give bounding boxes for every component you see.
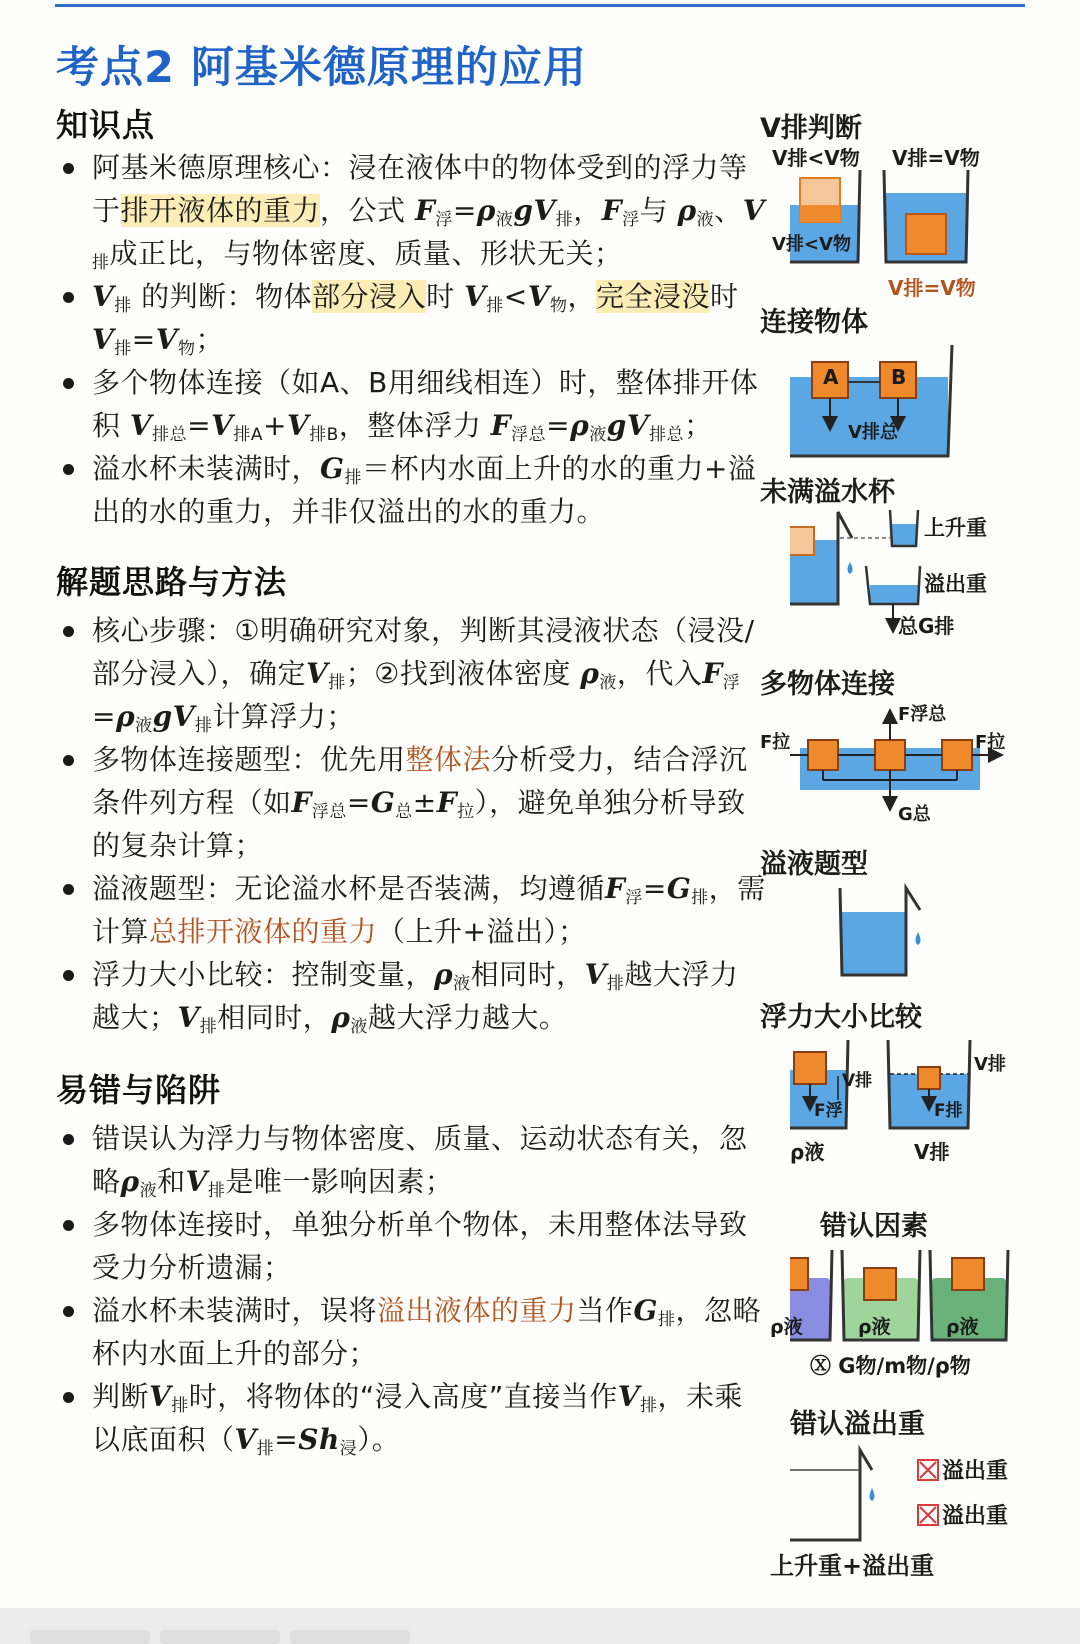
diagram-title-multi: 多物体连接 xyxy=(760,669,895,700)
diagram-label: 溢出重 xyxy=(942,1459,1009,1484)
diagram-label: V排<V物 xyxy=(772,234,851,255)
diagram-label: F拉 xyxy=(760,732,791,753)
list-item: 阿基米德原理核心：浸在液体中的物体受到的浮力等于排开液体的重力，公式 $F_浮=\rho_液gV_排$，$F_浮$与 $\rho_液$、$V_排$成正比，与物体密度、质量、形状无关； xyxy=(56,146,766,275)
diagram-label: 溢出重 xyxy=(942,1504,1009,1529)
diagram-title-overflow-cup: 未满溢水杯 xyxy=(760,477,895,508)
highlight: 部分浸入 xyxy=(312,280,427,313)
diagram-label: V排 xyxy=(914,1140,950,1164)
diagram-title-vpai: V排判断 xyxy=(760,113,862,144)
diagram-label: ρ液 xyxy=(770,1316,803,1338)
page-title: 考点2 阿基米德原理的应用 xyxy=(56,43,587,93)
diagram-title-connected: 连接物体 xyxy=(760,307,868,338)
diagram-label: V排 xyxy=(974,1054,1006,1075)
knowledge-list xyxy=(56,146,766,533)
diagram-label: ρ液 xyxy=(858,1316,891,1338)
diagram-label: V排总 xyxy=(848,422,898,443)
diagram-label: G总 xyxy=(898,804,931,825)
list-item: 溢液题型：无论溢水杯是否装满，均遵循$F_浮=G_排$，需计算总排开液体的重力（上升+溢出）； xyxy=(56,867,766,953)
diagram-label: ρ液 xyxy=(946,1316,979,1338)
highlight: 完全浸没 xyxy=(596,280,711,313)
diagram-title-wrong-overflow: 错认溢出重 xyxy=(790,1409,925,1440)
section-heading-knowledge: 知识点 xyxy=(56,106,156,144)
diagram-label: ρ液 xyxy=(790,1140,825,1164)
diagram-title-wrong-factors: 错认因素 xyxy=(820,1211,928,1242)
list-item: 溢水杯未装满时，误将溢出液体的重力当作$G_排$，忽略杯内水面上升的部分； xyxy=(56,1289,766,1375)
emphasis: 整体法 xyxy=(405,743,492,776)
diagram-column xyxy=(760,0,1070,1600)
diagram-label: V排 xyxy=(842,1071,873,1091)
list-item: 错误认为浮力与物体密度、质量、运动状态有关，忽略$\rho_液$和$V_排$是唯一影响因素； xyxy=(56,1117,766,1203)
diagram-title-overflow-type: 溢液题型 xyxy=(760,849,868,880)
diagram-label: F拉 xyxy=(975,732,1006,753)
methods-list xyxy=(56,609,766,1039)
list-item: 浮力大小比较：控制变量，$\rho_液$相同时，$V_排$越大浮力越大；$V_排$相同时，$\rho_液$越大浮力越大。 xyxy=(56,953,766,1039)
emphasis: 溢出液体的重力 xyxy=(377,1294,577,1327)
diagram-caption: Ⓧ G物/m物/ρ物 xyxy=(810,1354,971,1378)
beaker-full xyxy=(884,170,968,262)
diagram-label: A xyxy=(823,365,839,389)
section-heading-methods: 解题思路与方法 xyxy=(56,563,288,601)
diagram-label: 上升重 xyxy=(924,516,987,540)
list-item: 判断$V_排$时，将物体的“浸入高度”直接当作$V_排$，未乘以底面积$(V_排=Sh_浸)$。 xyxy=(56,1375,766,1461)
diagram-label: F浮总 xyxy=(898,704,947,725)
highlight: 排开液体的重力 xyxy=(120,194,321,227)
diagram-label: V排=V物 xyxy=(892,146,980,170)
emphasis: 总排开液体的重力 xyxy=(149,915,378,948)
diagram-label: B xyxy=(891,365,907,389)
diagram-label: V排<V物 xyxy=(772,146,860,170)
pitfalls-list xyxy=(56,1117,766,1461)
diagram-caption: 上升重+溢出重 xyxy=(770,1552,935,1580)
list-item: 核心步骤：①明确研究对象，判断其浸液状态（浸没/部分浸入），确定$V_排$；②找到液体密度 $\rho_液$，代入$F_浮=\rho_液gV_排$计算浮力； xyxy=(56,609,766,738)
diagram-label: F浮 xyxy=(814,1101,843,1121)
diagram-label: 总G排 xyxy=(898,614,955,638)
diagram-label: V排=V物 xyxy=(888,276,976,300)
multi-object-forces xyxy=(790,712,1000,808)
diagram-label: 溢出重 xyxy=(924,572,987,596)
diagram-title-compare: 浮力大小比较 xyxy=(760,1002,922,1033)
section-heading-pitfalls: 易错与陷阱 xyxy=(56,1071,222,1109)
wrong-overflow-cup xyxy=(790,1450,938,1540)
bottom-bar xyxy=(0,1608,1080,1644)
list-item: 溢水杯未装满时，$G_排=$杯内水面上升的水的重力+溢出的水的重力，并非仅溢出的水的重力。 xyxy=(56,447,766,533)
list-item: 多物体连接时，单独分析单个物体，未用整体法导致受力分析遗漏； xyxy=(56,1203,766,1289)
list-item: $V_排$ 的判断：物体部分浸入时 $V_排<V_物$，完全浸没时 $V_排=V_物$； xyxy=(56,275,766,361)
diagram-label: F排 xyxy=(934,1101,963,1121)
overflow-type-cup xyxy=(840,888,921,975)
list-item: 多物体连接题型：优先用整体法分析受力，结合浮沉条件列方程（如$F_{浮总}=G_总\pm F_拉$），避免单独分析导致的复杂计算； xyxy=(56,738,766,867)
list-item: 多个物体连接（如A、B用细线相连）时，整体排开体积 $V_{排总}=V_{排A}+V_{排B}$，整体浮力 $F_{浮总}=\rho_液gV_{排总}$； xyxy=(56,361,766,447)
notes-column xyxy=(56,100,766,1461)
